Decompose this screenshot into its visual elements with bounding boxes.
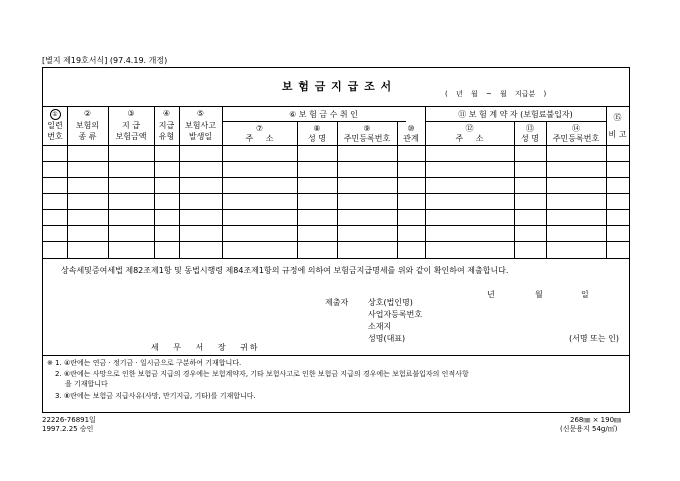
col7-label: 주 소: [245, 134, 274, 143]
col15-num: ⑮: [613, 113, 622, 122]
col4-label-a: 지급: [158, 121, 175, 130]
col1-label-b: 번호: [47, 132, 63, 141]
date-day: 일: [581, 290, 589, 299]
submitter-name: 성명(대표): [368, 334, 406, 343]
date-year: 년: [487, 290, 495, 299]
statement-text: 상속세및증여세법 제82조제1항 및 동법시행령 제84조제1항의 규정에 의하여 보험금지급명세를 위와 같이 확인하여 제출합니다.: [61, 266, 509, 275]
note-3: 3. ⑧란에는 보험금 지급사유(사망, 만기지급, 기타)를 기재합니다.: [55, 392, 256, 400]
col14-num: ⑭: [572, 124, 580, 133]
col8-num: ⑧: [313, 124, 321, 133]
footer-form-number: 22226-76891일: [42, 416, 96, 424]
col2-num: ②: [83, 109, 92, 118]
note-2-cont: 을 기재합니다: [65, 380, 108, 388]
note-2: 2. ⑥란에는 사망으로 인한 보험금 지급의 경우에는 보험계약자, 기타 보험사고로 인한 보험금 지급의 경우에는 보험료불입자의 인적사항: [55, 370, 469, 378]
submitter-bizno: 사업자등록번호: [368, 310, 423, 319]
page-title: 보 험 금 지 급 조 서: [281, 80, 393, 93]
col13-num: ⑬: [526, 124, 534, 133]
col15-label: 비 고: [608, 130, 627, 139]
col9-num: ⑨: [363, 124, 371, 133]
submitter-address: 소재지: [368, 322, 392, 331]
col13-label: 성 명: [521, 134, 539, 143]
col5-label-a: 보험사고: [185, 121, 216, 130]
col9-label: 주민등록번호: [343, 134, 391, 143]
col10-num: ⑩: [407, 124, 415, 133]
col12-label: 주 소: [455, 134, 484, 143]
col7-num: ⑦: [255, 124, 264, 133]
footer-paper-type: (신문용지 54g/㎡): [560, 425, 618, 433]
col1-num: ①: [50, 109, 61, 120]
note-1: ※ 1. ④란에는 연금 · 정기금 · 일시금으로 구분하여 기재합니다.: [47, 359, 242, 367]
col2-label-a: 보험의: [75, 121, 100, 130]
signature-label: (서명 또는 인): [569, 334, 619, 343]
recipient-label: 세 무 서 장 귀하: [151, 343, 260, 352]
col1-label-a: 일련: [47, 121, 63, 130]
group6-header: ⑥ 보 험 금 수 취 인: [289, 110, 358, 119]
col5-num: ⑤: [196, 109, 205, 118]
form-label: [별지 제19호서식] (97.4.19. 개정): [42, 56, 168, 65]
form-frame: [42, 67, 630, 413]
col4-label-b: 유형: [158, 132, 175, 141]
footer-paper-size: 268㎜ × 190㎜: [570, 416, 622, 424]
col3-label-a: 지 급: [122, 121, 140, 130]
col12-num: ⑫: [465, 124, 474, 133]
col10-label: 관계: [403, 134, 419, 143]
period-label: ( 년 월 ~ 월 지급분 ): [445, 90, 547, 98]
footer-approval: 1997.2.25 승인: [42, 425, 94, 433]
submitter-label: 제출자: [325, 298, 349, 307]
col8-label: 성 명: [308, 134, 326, 143]
col14-label: 주민등록번호: [552, 134, 600, 143]
col3-num: ③: [127, 109, 135, 118]
group11-header: ⑪ 보 험 계 약 자 (보험료불입자): [458, 110, 573, 119]
col5-label-b: 발생일: [188, 132, 213, 141]
col4-num: ④: [162, 109, 171, 118]
date-month: 월: [535, 290, 543, 299]
submitter-company: 상호(법인명): [368, 298, 413, 307]
col2-label-b: 종 류: [78, 132, 97, 141]
col3-label-b: 보험금액: [115, 132, 147, 141]
